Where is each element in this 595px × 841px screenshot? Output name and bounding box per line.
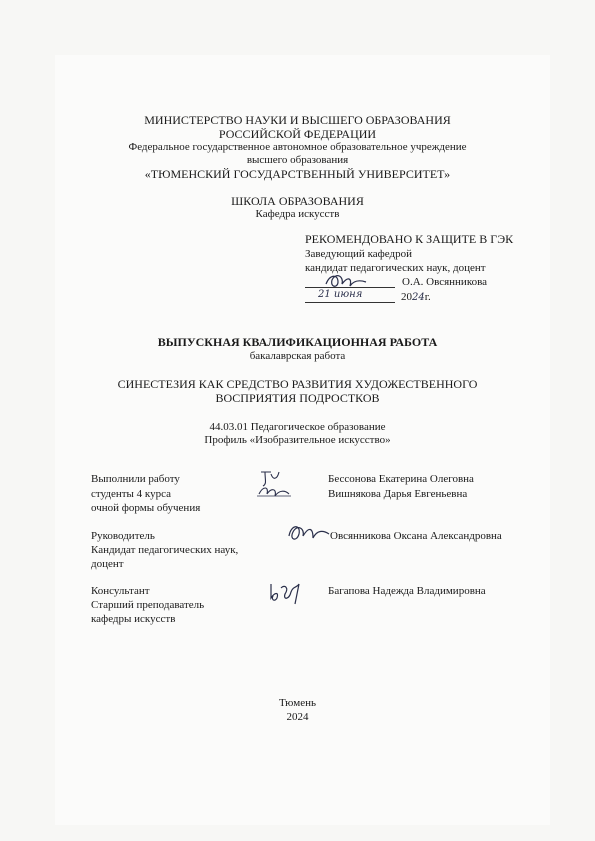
work-code: 44.03.01 Педагогическое образование: [209, 421, 386, 433]
consultant-label-2: Старший преподаватель: [91, 599, 205, 611]
consultant-label-3: кафедры искусств: [91, 613, 176, 625]
approval-year-handwritten: 24: [412, 292, 425, 303]
school-name: ШКОЛА ОБРАЗОВАНИЯ: [231, 194, 364, 208]
author-name-1: Бессонова Екатерина Олеговна: [328, 473, 474, 485]
approval-title: РЕКОМЕНДОВАНО К ЗАЩИТЕ В ГЭК: [305, 232, 514, 246]
students-signatures: [255, 466, 295, 502]
authors-label-3: очной формы обучения: [91, 502, 201, 514]
authors-label-1: Выполнили работу: [91, 473, 180, 485]
institution-line-2: высшего образования: [246, 154, 349, 166]
work-title-line-2: ВОСПРИЯТИЯ ПОДРОСТКОВ: [215, 391, 380, 405]
university-name: «ТЮМЕНСКИЙ ГОСУДАРСТВЕННЫЙ УНИВЕРСИТЕТ»: [144, 167, 451, 181]
footer-year: 2024: [286, 711, 309, 723]
approval-year-prefix: 20: [401, 291, 412, 303]
work-subtype: бакалаврская работа: [249, 350, 346, 362]
supervisor-name: Овсянникова Оксана Александровна: [330, 530, 502, 542]
department-name: Кафедра искусств: [255, 208, 340, 220]
approval-year-suffix: г.: [424, 291, 431, 303]
supervisor-label-2: Кандидат педагогических наук,: [91, 544, 239, 556]
approval-position: Заведующий кафедрой: [305, 248, 412, 260]
supervisor-signature: [285, 518, 331, 548]
approval-name: О.А. Овсянникова: [402, 276, 488, 288]
authors-label-2: студенты 4 курса: [91, 488, 172, 500]
consultant-label-1: Консультант: [91, 585, 150, 597]
approval-degree: кандидат педагогических наук, доцент: [305, 262, 486, 274]
work-type: ВЫПУСКНАЯ КВАЛИФИКАЦИОННАЯ РАБОТА: [157, 335, 438, 349]
author-name-2: Вишнякова Дарья Евгеньевна: [328, 488, 468, 500]
approval-date-handwritten: 21 июня: [318, 289, 363, 300]
institution-line-1: Федеральное государственное автономное образовательное учреждение: [128, 141, 467, 153]
ministry-line-1: МИНИСТЕРСТВО НАУКИ И ВЫСШЕГО ОБРАЗОВАНИЯ: [144, 113, 451, 127]
supervisor-label-3: доцент: [91, 558, 124, 570]
supervisor-label-1: Руководитель: [91, 530, 155, 542]
date-line: [305, 302, 395, 303]
work-title-line-1: СИНЕСТЕЗИЯ КАК СРЕДСТВО РАЗВИТИЯ ХУДОЖЕСТВЕННОГО: [117, 377, 478, 391]
footer-city: Тюмень: [279, 697, 316, 709]
ministry-line-2: РОССИЙСКОЙ ФЕДЕРАЦИИ: [218, 127, 377, 141]
consultant-signature: [265, 578, 305, 608]
work-profile: Профиль «Изобразительное искусство»: [204, 434, 391, 446]
consultant-name: Багапова Надежда Владимировна: [328, 585, 486, 597]
